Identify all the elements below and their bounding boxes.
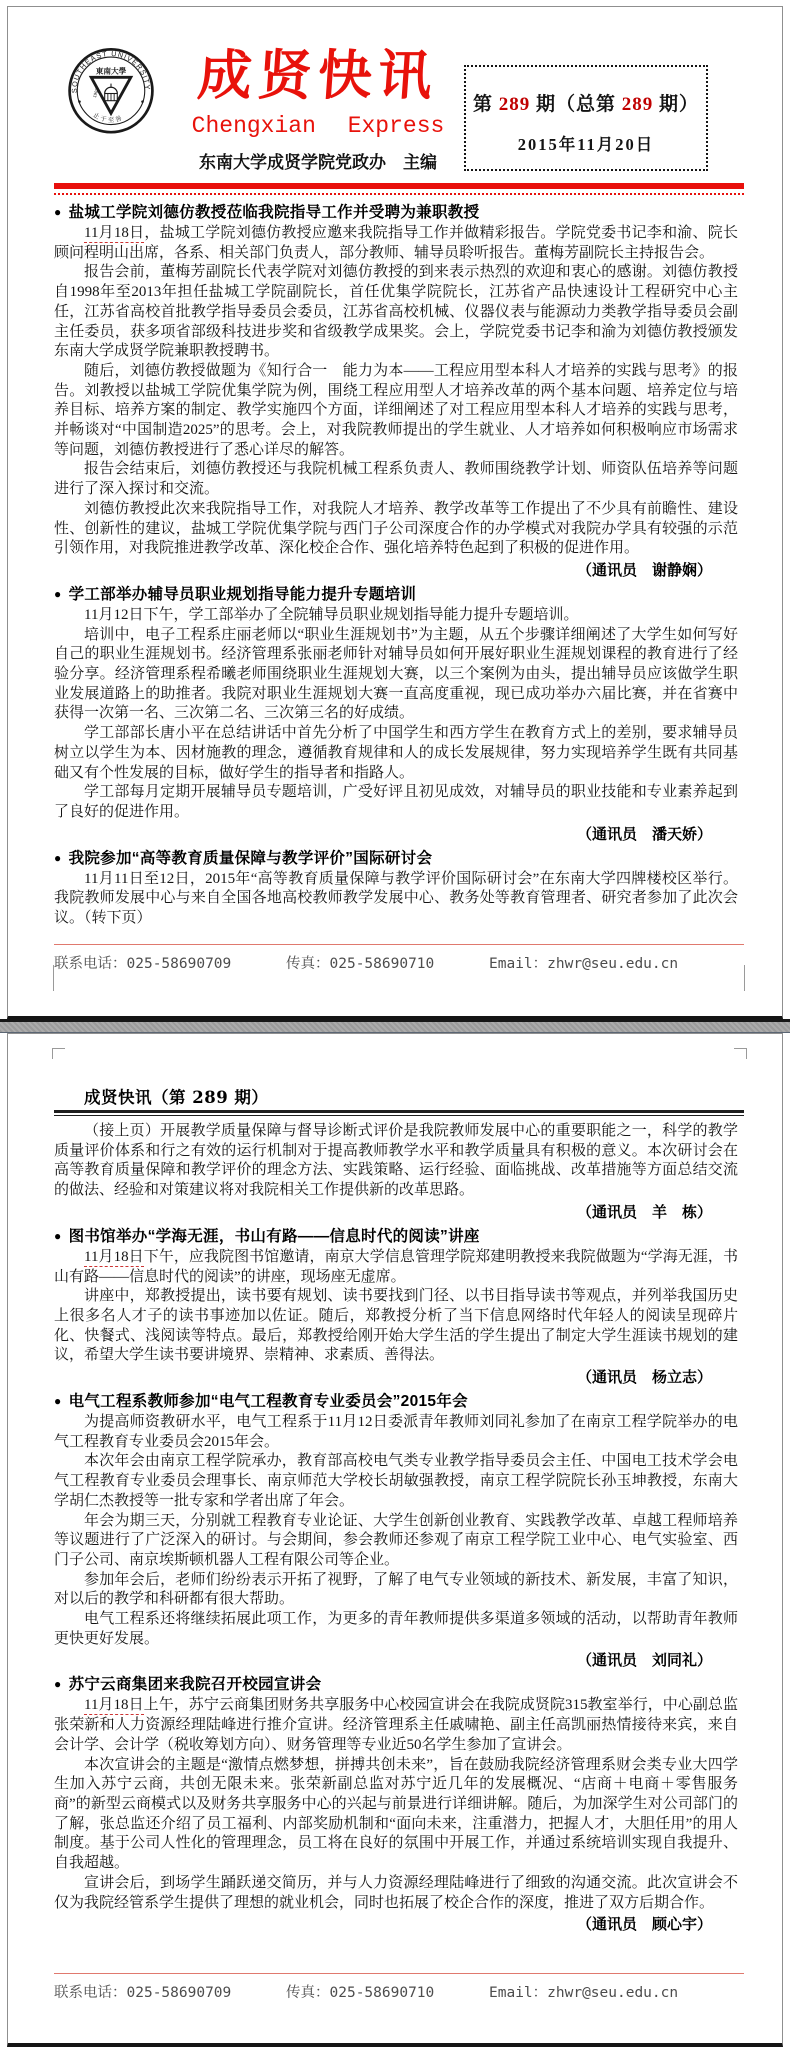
footer-fax: 传真：025-58690710 — [286, 1985, 435, 2001]
date-underlined: 11月18日 — [84, 225, 145, 241]
issue-info-box — [464, 65, 708, 171]
svg-text:SOUTHEAST UNIVERSITY: SOUTHEAST UNIVERSITY — [69, 48, 153, 94]
footer-phone: 联系电话：025-58690709 — [54, 1985, 232, 2001]
bullet-icon: ● — [54, 850, 62, 865]
date-underlined: 11月18日 — [84, 1697, 144, 1714]
article-byline: （通讯员 杨立志） — [576, 1370, 712, 1387]
article-title: 电气工程系教师参加“电气工程教育专业委员会”2015年会 — [68, 1393, 468, 1411]
article-paragraph: 刘德仿教授此次来我院指导工作，对我院人才培养、教学改革等工作提出了不少具有前瞻性、建设性、创新性的建议，盐城工学院优集学院与西门子公司深度合作的办学模式对我院办学具有较强的示范引领作用，对我院推进教学改革、深化校企合作、强化培养特色起到了积极的促进作用。 — [54, 500, 738, 557]
svg-text:東南大學: 東南大學 — [95, 66, 127, 76]
page2-articles — [54, 1122, 738, 1938]
article-paragraph: （接上页）开展教学质量保障与督导诊断式评价是我院教师发展中心的重要职能之一，科学的教学质量评价体系和行之有效的运行机制对于提高教师教学水平和教学质量具有积极的意义。本次研讨会在高等教育质量保障和教学评价的理念方法、实践策略、运行经验、面临挑战、改革措施等方面总结交流的做法、经验和对策建议将对我院相关工作提供新的改革思路。 — [54, 1123, 738, 1199]
article-paragraph: 随后，刘德仿教授做题为《知行合一 能力为本——工程应用型本科人才培养的实践与思考》的报告。刘教授以盐城工学院优集学院为例，围绕工程应用型人才培养改革的两个基本问题、培养定位与培养目标、培养方案的制定、教学实施四个方面，详细阐述了对工程应用型本科人才培养的实践与思考，并畅谈对“中国制造2025”的思考。会上，对我院教师提出的学生就业、人才培养如何积极响应市场需求等问题，刘德仿教授进行了悉心详尽的解答。 — [54, 362, 738, 458]
date-underlined: 11月18日 — [84, 1248, 144, 1265]
article-paragraph: 本次宣讲会的主题是“激情点燃梦想，拼搏共创未来”，旨在鼓励我院经济管理系财会类专业大四学生加入苏宁云商，共创无限未来。张荣新副总监对苏宁近几年的发展概况、“店商＋电商＋零售服务商”的新型云商模式以及财务共享服务中心的兴起与前景进行详细讲解。随后，为加深学生对公司部门的了解，张总监还介绍了员工福利、内部奖励机制和“面向未来，注重潜力，把握人才，大胆任用”的用人制度。基于公司人性化的管理理念，员工将在良好的氛围中开展工作，并通过系统培训实现自我提升、自我超越。 — [54, 1756, 738, 1872]
issue-number: 289 — [498, 94, 531, 115]
bullet-icon: ● — [54, 1228, 62, 1243]
svg-text:1902: 1902 — [91, 87, 100, 99]
article — [54, 1674, 738, 1935]
article-byline: （通讯员 羊 栋） — [576, 1204, 712, 1221]
article-paragraph: 11月18日下午，应我院图书馆邀请，南京大学信息管理学院郑建明教授来我院做题为“学海无涯，书山有路——信息时代的阅读”的讲座，现场座无虚席。 — [54, 1248, 738, 1285]
masthead-rule-thick — [54, 183, 744, 189]
total-issue-number: 289 — [621, 94, 654, 115]
article-headline — [54, 584, 738, 605]
article — [54, 202, 738, 581]
masthead-rule-dashed — [54, 193, 744, 195]
article-byline: （通讯员 潘天娇） — [576, 826, 712, 843]
article-title: 图书馆举办“学海无涯，书山有路——信息时代的阅读”讲座 — [68, 1227, 480, 1245]
publisher-line: 东南大学成贤学院党政办 主编 — [199, 153, 437, 172]
article-headline — [54, 848, 738, 869]
article-title: 学工部举办辅导员职业规划指导能力提升专题培训 — [68, 585, 417, 603]
issue-number-line: 第 289 期（总第 289 期） — [472, 94, 700, 115]
newsletter-page-2 — [7, 1033, 783, 2047]
article-byline: （通讯员 刘同礼） — [576, 1653, 712, 1670]
article-paragraph: 电气工程系还将继续拓展此项工作，为更多的青年教师提供多渠道多领域的活动，以帮助青年教师更快更好发展。 — [54, 1611, 738, 1647]
article-headline — [54, 1391, 738, 1412]
article-paragraph: 培训中，电子工程系庄丽老师以“职业生涯规划书”为主题，从五个步骤详细阐述了大学生如何写好自己的职业生涯规划书。经济管理系张丽老师针对辅导员如何开展好职业生涯规划课程的教育进行了经验分享。经济管理系程希曦老师围绕职业生涯规划大赛，以三个案例为由头，提出辅导员应该做学生职业发展道路上的助推者。我院对职业生涯规划大赛一直高度重视，现已成功举办六届比赛，并在省赛中获得一次第一名、三次第二名、三次第三名的好成绩。 — [54, 626, 738, 722]
page2-running-head: 成贤快讯（第 289 期） — [84, 1088, 269, 1107]
footer-email: Email：zhwr@seu.edu.cn — [489, 1985, 679, 2001]
newsletter-title-cn: 成贤快讯 — [195, 43, 441, 107]
article-title: 盐城工学院刘德仿教授莅临我院指导工作并受聘为兼职教授 — [68, 204, 480, 221]
article-byline: （通讯员 顾心宇） — [576, 1917, 712, 1934]
footer-fax: 传真：025-58690710 — [286, 956, 435, 972]
newsletter-title-en: Chengxian Express — [191, 113, 445, 139]
bullet-icon: ● — [54, 205, 62, 219]
page2-header-rule — [54, 1110, 744, 1116]
article-paragraph: 讲座中，郑教授提出，读书要有规划、读书要找到门径、以书目指导读书等观点，并列举我国历史上很多名人才子的读书事迹加以佐证。随后，郑教授分析了当下信息网络时代年轻人的阅读呈现碎片化、快餐式、浅阅读等特点。最后，郑教授给刚开始大学生活的学生提出了制定大学生涯读书规划的建议，希望大学生读书要讲境界、崇精神、求素质、善得法。 — [54, 1288, 738, 1364]
page2-footer — [54, 1973, 744, 2002]
article — [54, 584, 738, 845]
article-paragraph: 参加年会后，老师们纷纷表示开拓了视野，了解了电气专业领域的新技术、新发展，丰富了知识，对以后的教学和科研都有很大帮助。 — [54, 1571, 738, 1608]
footer-email: Email：zhwr@seu.edu.cn — [489, 956, 679, 972]
article-title: 我院参加“高等教育质量保障与教学评价”国际研讨会 — [68, 849, 433, 867]
svg-text:止于至善: 止于至善 — [91, 111, 125, 125]
article-paragraph: 11月11日至12日，2015年“高等教育质量保障与教学评价国际研讨会”在东南大学四牌楼校区举行。我院教师发展中心与来自全国各地高校教师教学发展中心、教务处等教育管理者、研究者参加了此次会议。（转下页） — [54, 870, 738, 927]
margin-mark — [744, 965, 745, 991]
article-paragraph: 11月18日，盐城工学院刘德仿教授应邀来我院指导工作并做精彩报告。学院党委书记李和渝、院长顾问程明山出席，各系、相关部门负责人，部分教师、辅导员聆听报告。董梅芳副院长主持报告会。 — [54, 225, 738, 261]
footer-phone: 联系电话：025-58690709 — [54, 956, 232, 972]
article-paragraph: 宣讲会后，到场学生踊跃递交简历，并与人力资源经理陆峰进行了细致的沟通交流。此次宣讲会不仅为我院经管系学生提供了理想的就业机会，同时也拓展了校企合作的深度，推进了双方后期合作。 — [54, 1874, 738, 1911]
article-byline: （通讯员 谢静娴） — [576, 562, 712, 579]
article-paragraph: 报告会结束后，刘德仿教授还与我院机械工程系负责人、教师围绕教学计划、师资队伍培养等问题进行了深入探讨和交流。 — [54, 461, 738, 498]
issue-date: 2015年11月20日 — [517, 135, 655, 154]
article-paragraph: 学工部部长唐小平在总结讲话中首先分析了中国学生和西方学生在教育方式上的差别，要求辅导员树立以学生为本、因材施教的理念，遵循教育规律和人的成长发展规律，努力实现培养学生既有共同基础又有个性发展的目标，做好学生的指导者和指路人。 — [54, 725, 738, 781]
article — [54, 1226, 738, 1388]
page-break-gap — [0, 1019, 790, 1033]
article-title: 苏宁云商集团来我院召开校园宣讲会 — [68, 1676, 322, 1694]
bullet-icon: ● — [54, 1677, 62, 1692]
article — [54, 848, 738, 929]
article — [54, 1122, 738, 1223]
page1-articles — [54, 199, 738, 929]
bullet-icon: ● — [54, 1394, 62, 1409]
article-paragraph: 报告会前，董梅芳副院长代表学院对刘德仿教授的到来表示热烈的欢迎和衷心的感谢。刘德仿教授自1998年至2013年担任盐城工学院副院长，首任优集学院院长，江苏省产品快速设计工程研究中心主任，江苏省高校首批教学指导委员会委员，江苏省高校机械、仪器仪表与能源动力类教学指导委员会副主任委员，获多项省部级科技进步奖和省级教学成果奖。会上，学院党委书记李和渝为刘德仿教授颁发东南大学成贤学院兼职教授聘书。 — [54, 264, 738, 360]
article-headline — [54, 1226, 738, 1247]
article-headline — [54, 1674, 738, 1695]
newsletter-page-1 — [7, 6, 783, 1019]
article-paragraph: 为提高师资教研水平，电气工程系于11月12日委派青年教师刘同礼参加了在南京工程学院举办的电气工程教育专业委员会2015年会。 — [54, 1414, 738, 1450]
bullet-icon: ● — [54, 586, 62, 601]
article-headline — [54, 202, 738, 223]
article — [54, 1391, 738, 1671]
article-paragraph: 学工部每月定期开展辅导员专题培训，广受好评且初见成效，对辅导员的职业技能和专业素养起到了良好的促进作用。 — [54, 784, 738, 820]
margin-mark — [734, 1048, 747, 1059]
page1-footer — [54, 944, 744, 973]
article-paragraph: 11月12日下午，学工部举办了全院辅导员职业规划指导能力提升专题培训。 — [84, 606, 579, 623]
margin-mark — [52, 1048, 65, 1059]
university-seal-icon — [66, 41, 156, 137]
article-paragraph: 年会为期三天，分别就工程教育专业论证、大学生创新创业教育、实践教学改革、卓越工程师培养等议题进行了广泛深入的研讨。与会期间，参会教师还参观了南京工程学院工业中心、电气实验室、西门子公司、南京埃斯顿机器人工程有限公司等企业。 — [54, 1512, 738, 1568]
article-paragraph: 本次年会由南京工程学院承办，教育部高校电气类专业教学指导委员会主任、中国电工技术学会电气工程教育专业委员会理事长、南京师范大学校长胡敏强教授，南京工程学院院长孙玉坤教授，东南大学胡仁杰教授等一批专家和学者出席了年会。 — [54, 1453, 738, 1509]
article-paragraph: 11月18日上午，苏宁云商集团财务共享服务中心校园宣讲会在我院成贤院315教室举行，中心副总监张荣新和人力资源经理陆峰进行推介宣讲。经济管理系主任戚啸艳、副主任高凯丽热情接待来宾，来自会计学、会计学（税收筹划方向）、财务管理等专业近50名学生参加了宣讲会。 — [54, 1697, 738, 1753]
